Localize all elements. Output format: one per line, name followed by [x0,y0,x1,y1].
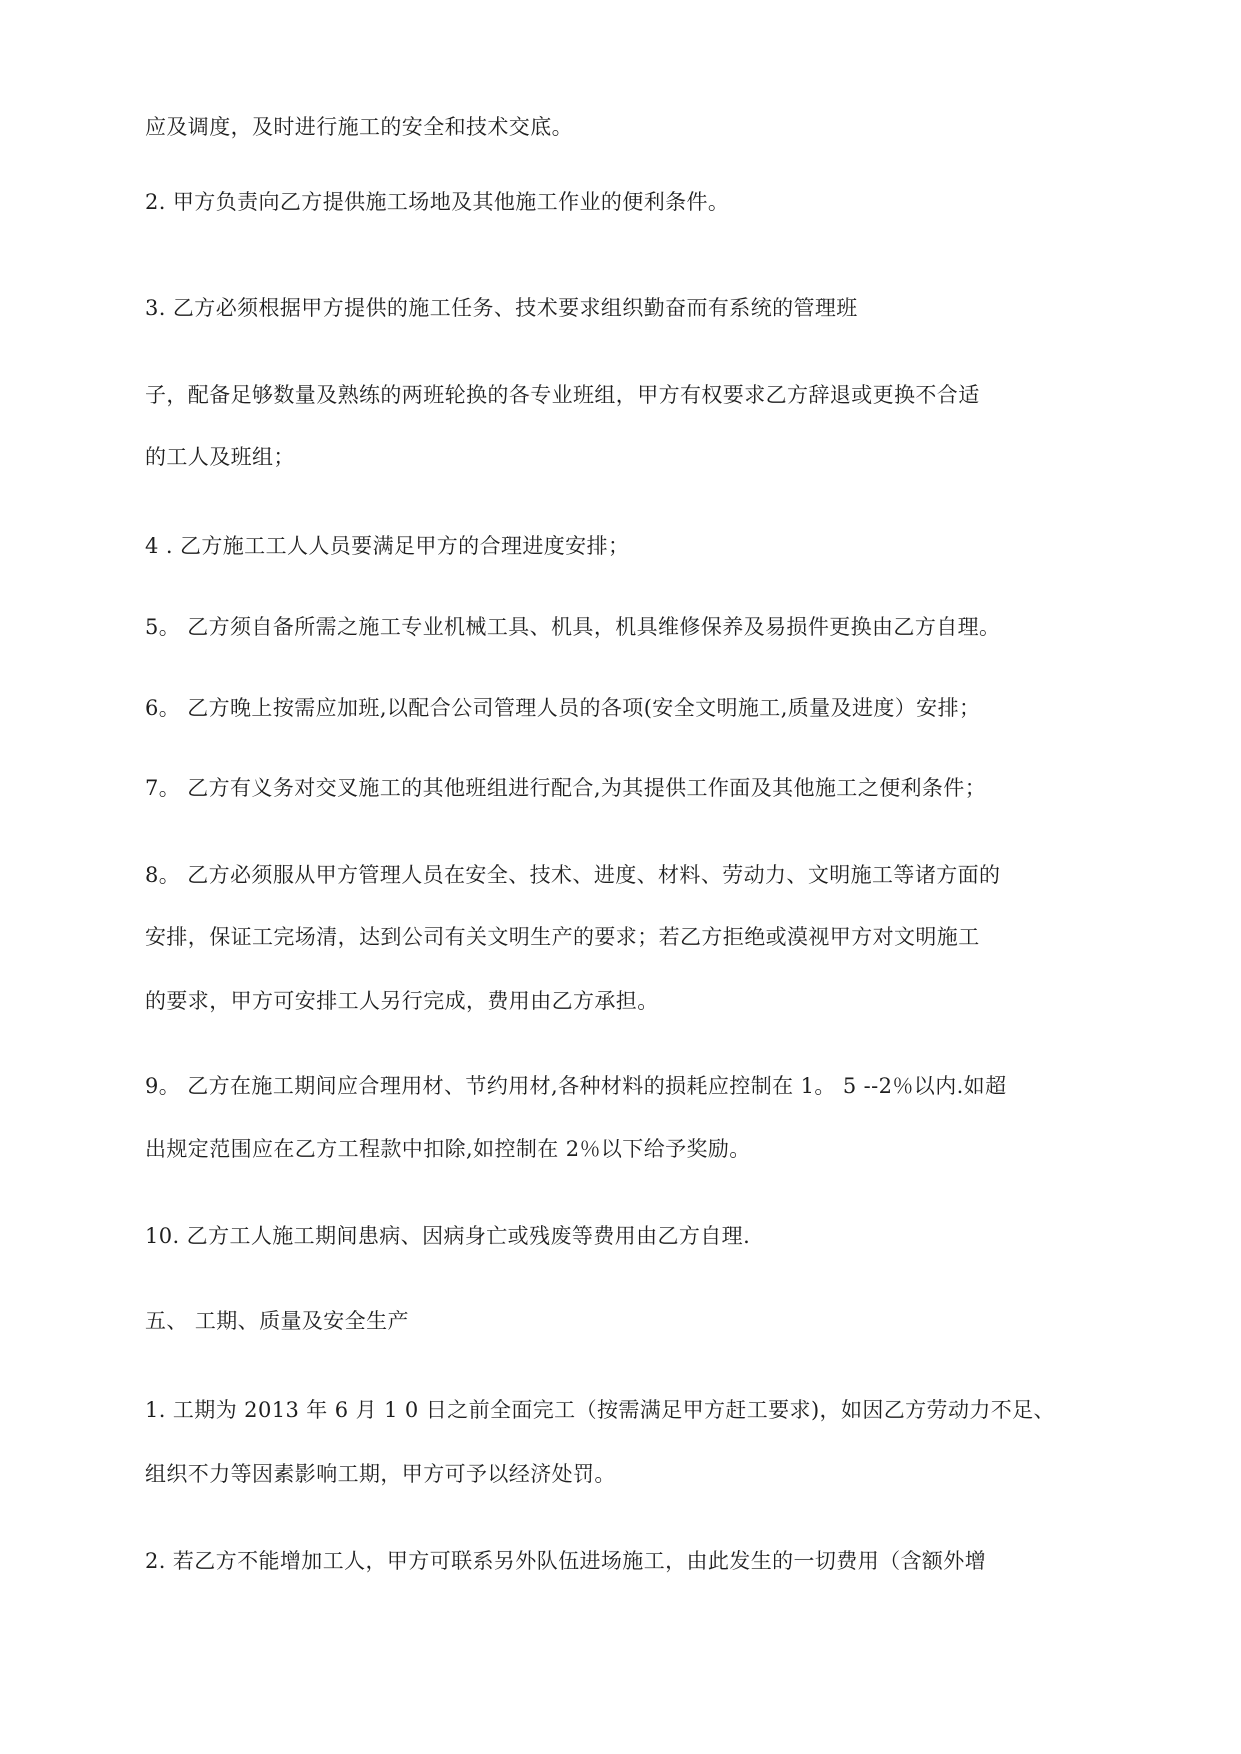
text-line: 7。 乙方有义务对交叉施工的其他班组进行配合,为其提供工作面及其他施工之便利条件； [145,776,987,800]
text-line: 8。 乙方必须服从甲方管理人员在安全、技术、进度、材料、劳动力、文明施工等诸方面的 [145,863,1001,887]
text-line: 出规定范围应在乙方工程款中扣除,如控制在 2％以下给予奖励。 [145,1137,751,1161]
text-line: 5。 乙方须自备所需之施工专业机械工具、机具，机具维修保养及易损件更换由乙方自理。 [145,615,1001,639]
text-line: 6。 乙方晚上按需应加班,以配合公司管理人员的各项(安全文明施工,质量及进度）安排； [145,696,981,720]
section-heading: 五、 工期、质量及安全生产 [145,1309,409,1333]
text-line: 2. 若乙方不能增加工人，甲方可联系另外队伍进场施工，由此发生的一切费用（含额外增 [145,1549,987,1573]
text-line: 子，配备足够数量及熟练的两班轮换的各专业班组，甲方有权要求乙方辞退或更换不合适 [145,383,980,407]
text-line: 应及调度，及时进行施工的安全和技术交底。 [145,115,573,139]
text-line: 4 . 乙方施工工人人员要满足甲方的合理进度安排； [145,534,630,558]
text-line: 1. 工期为 2013 年 6 月 1 0 日之前全面完工（按需满足甲方赶工要求)，如因乙方劳动力不足、 [145,1398,1055,1422]
text-line: 的要求，甲方可安排工人另行完成，费用由乙方承担。 [145,989,659,1013]
text-line: 的工人及班组； [145,445,295,469]
text-line: 组织不力等因素影响工期，甲方可予以经济处罚。 [145,1462,616,1486]
text-line: 9。 乙方在施工期间应合理用材、节约用材,各种材料的损耗应控制在 1。 5 --2％以内.如超 [145,1074,1007,1098]
text-line: 2. 甲方负责向乙方提供施工场地及其他施工作业的便利条件。 [145,190,730,214]
text-line: 3. 乙方必须根据甲方提供的施工任务、技术要求组织勤奋而有系统的管理班 [145,296,858,320]
text-line: 10. 乙方工人施工期间患病、因病身亡或残废等费用由乙方自理. [145,1224,751,1248]
text-line: 安排，保证工完场清，达到公司有关文明生产的要求；若乙方拒绝或漠视甲方对文明施工 [145,925,980,949]
